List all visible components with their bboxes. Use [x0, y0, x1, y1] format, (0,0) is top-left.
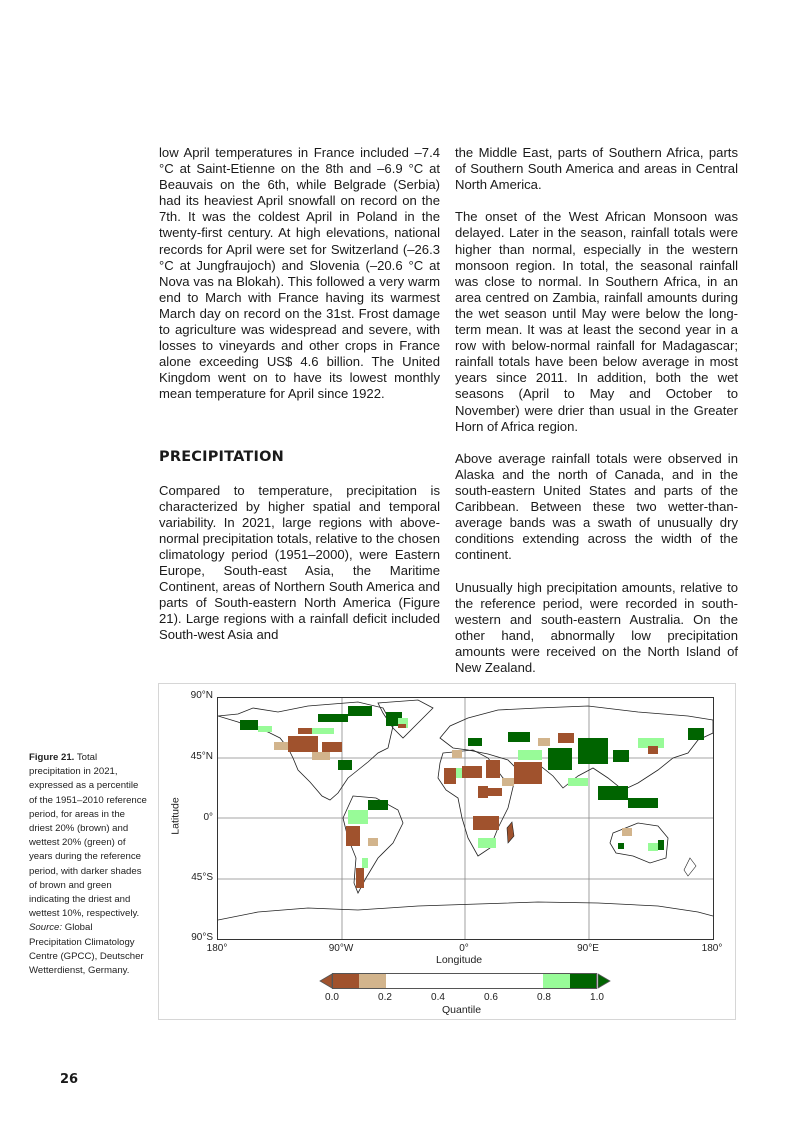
- y-tick-label: 45°N: [190, 751, 213, 762]
- figure-caption: [29, 751, 147, 978]
- source-text: Global Precipitation Climatology Centre (GPCC), Deutscher Wetterdienst, Germany.: [29, 922, 144, 977]
- x-axis-title: Longitude: [436, 954, 483, 966]
- colorbar-bin-normal: [386, 974, 544, 988]
- figure-caption-text: Total precipitation in 2021, expressed as a percentile of the 1951–2010 reference period, for areas in the driest 20% (brown) and wettest 20% (green) of years during the reference period, with darker shades of brown and green indicating the driest and wettest 10%, respectively.: [29, 752, 147, 920]
- right-text-column: [455, 145, 738, 692]
- body-paragraph: The onset of the West African Monsoon was delayed. Later in the season, rainfall totals were higher than normal, especially in the western monsoon region. In total, the seasonal rainfall was close to normal. In Southern Africa, in an area centred on Zambia, rainfall amounts during the wet season until May were below the long-term mean. It was at least the second year in a row with below-normal rainfall for Madagascar; rainfall totals have been below average in most years since 2011. In addition, both the wet seasons (April to May and October to November) were drier than usual in the Greater Horn of Africa region.: [455, 209, 738, 434]
- colorbar-tick: 0.6: [484, 992, 498, 1003]
- y-tick-label: 0°: [203, 812, 213, 823]
- x-tick-label: 0°: [459, 943, 469, 954]
- section-heading-precipitation: PRECIPITATION: [159, 448, 284, 465]
- page-number: 26: [60, 1072, 79, 1087]
- colorbar: [332, 973, 597, 989]
- body-paragraph: Above average rainfall totals were observed in Alaska and the north of Canada, and in the south-eastern United States and parts of the Caribbean. Between these two wetter-than-average bands was a swath of unusually dry conditions extending across the width of the continent.: [455, 450, 738, 563]
- left-text-column: [159, 145, 440, 660]
- world-precip-map: [218, 698, 713, 939]
- y-tick-label: 90°N: [190, 690, 213, 701]
- y-axis-title: Latitude: [169, 797, 182, 835]
- colorbar-tick: 0.8: [537, 992, 551, 1003]
- colorbar-tick: 0.0: [325, 992, 339, 1003]
- source-label: Source:: [29, 922, 63, 934]
- colorbar-tick: 0.4: [431, 992, 445, 1003]
- colorbar-bin-wet-dark: [570, 974, 596, 988]
- y-tick-label: 45°S: [191, 872, 213, 883]
- colorbar-max-arrow-icon: [597, 973, 611, 989]
- colorbar-bin-dry-dark: [333, 974, 359, 988]
- colorbar-bin-dry-light: [359, 974, 385, 988]
- x-tick-label: 90°E: [577, 943, 599, 954]
- colorbar-tick: 1.0: [590, 992, 604, 1003]
- figure-precipitation-map: [158, 683, 736, 1020]
- body-paragraph: Unusually high precipitation amounts, relative to the reference period, were recorded in south-western and south-eastern Australia. On the other hand, abnormally low precipitation amounts were received on the North Island of New Zealand.: [455, 579, 738, 675]
- colorbar-min-arrow-icon: [319, 973, 333, 989]
- body-paragraph: the Middle East, parts of Southern Africa, parts of Southern South America and areas in Central North America.: [455, 145, 738, 193]
- y-tick-label: 90°S: [191, 932, 213, 943]
- colorbar-bin-wet-light: [543, 974, 569, 988]
- figure-label: Figure 21.: [29, 752, 75, 763]
- colorbar-title: Quantile: [442, 1004, 482, 1016]
- colorbar-tick: 0.2: [378, 992, 392, 1003]
- x-tick-label: 180°: [701, 943, 723, 954]
- body-paragraph: Compared to temperature, precipitation is characterized by higher spatial and temporal variability. In 2021, large regions with above-normal precipitation totals, relative to the chosen climatology period (1951–2000), were Eastern Europe, South-east Asia, the Maritime Continent, areas of Northern South America and parts of South-eastern North America (Figure 21). Large regions with a rainfall deficit included South-west Asia and: [159, 482, 440, 643]
- body-paragraph: low April temperatures in France included –7.4 °C at Saint-Etienne on the 8th and –6.9 °C at Beauvais on the 6th, while Belgrade (Serbia) had its heaviest April snowfall on record on the 7th. It was the coldest April in Poland in the twenty-first century. At high elevations, national records for April were set for Switzerland (–26.3 °C at Jungfraujoch) and Slovenia (–20.6 °C at Nova vas na Blokah). This followed a very warm end to March with France having its warmest March day on record on the 31st. Frost damage to agriculture was widespread and severe, with losses to vineyards and other crops in France alone exceeding US$ 4.6 billion. The United Kingdom went on to have its lowest monthly mean temperature for April since 1922.: [159, 145, 440, 402]
- x-tick-label: 180°: [206, 943, 228, 954]
- map-plot-area: [217, 697, 714, 940]
- x-tick-label: 90°W: [328, 943, 354, 954]
